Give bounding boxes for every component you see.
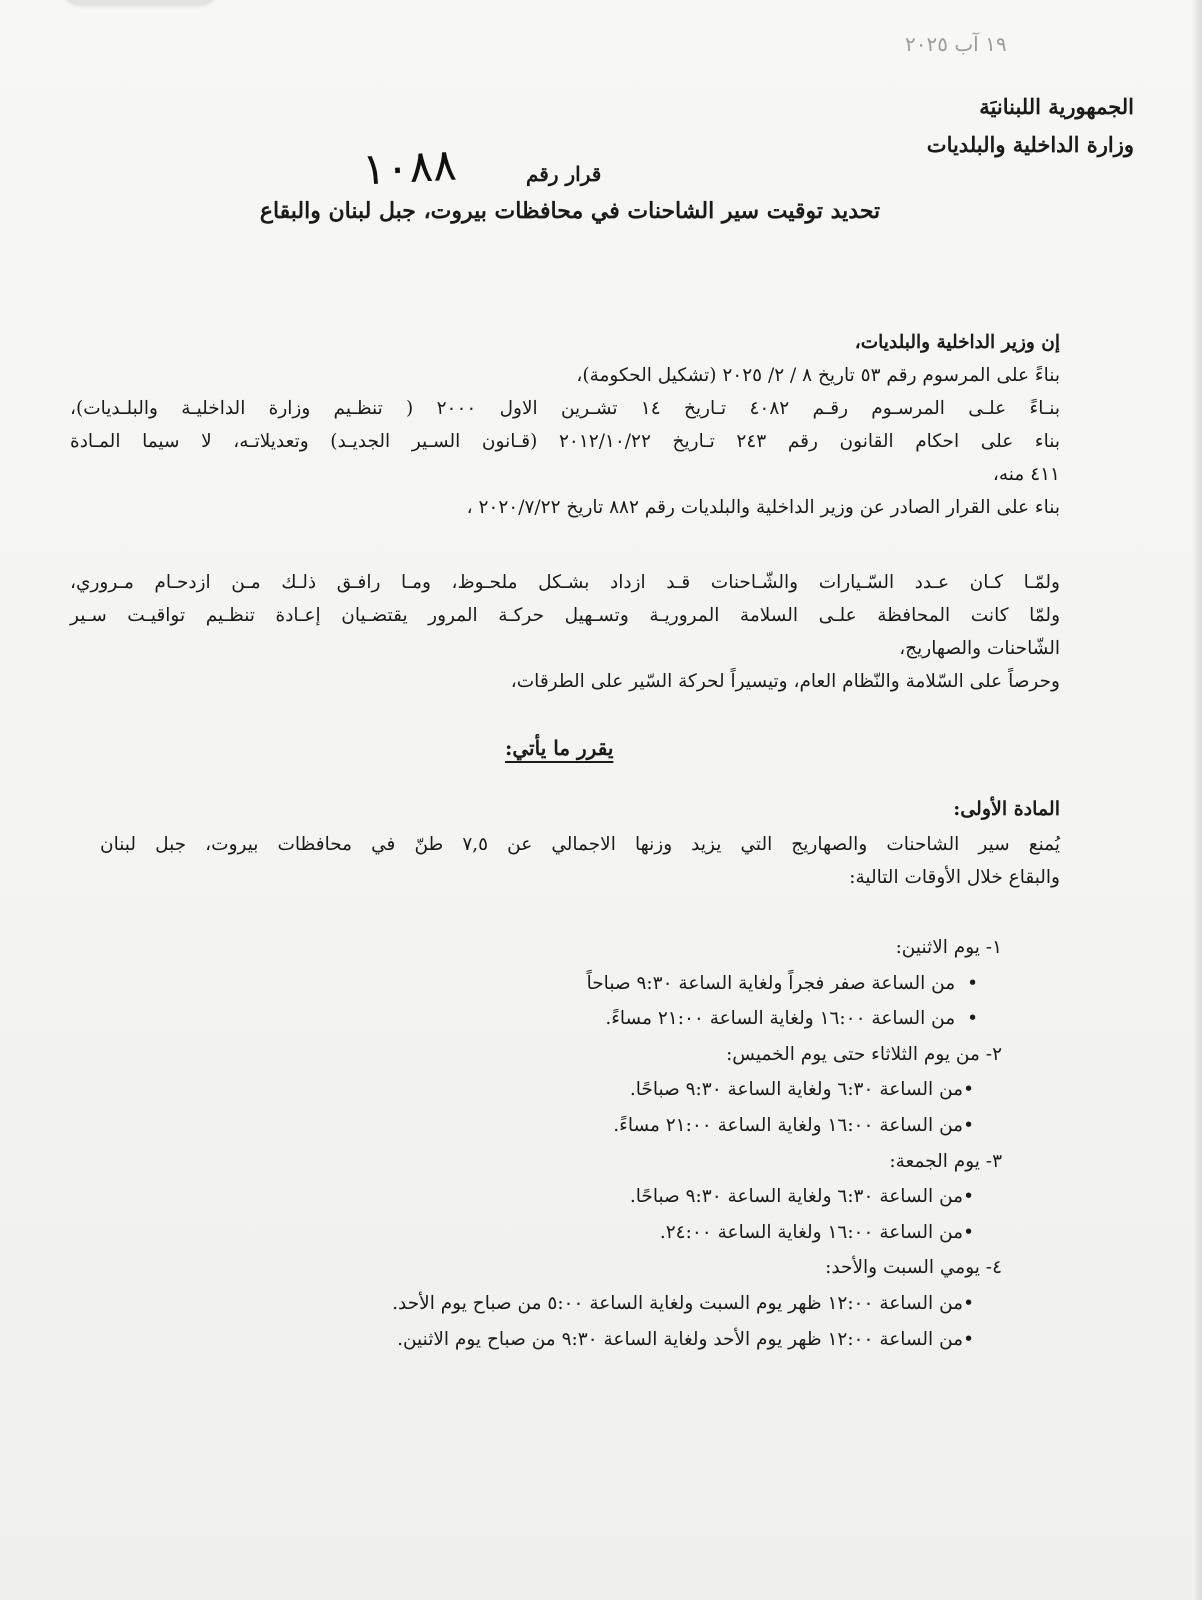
decision-number-handwritten: ١٠٨٨	[360, 139, 458, 196]
schedule-time-slot	[202, 1108, 1002, 1144]
bullet-icon: •	[963, 1114, 974, 1136]
bullet-icon: •	[963, 1186, 974, 1208]
time-slot-text: من الساعة ١٦:٠٠ ولغاية الساعة ٢١:٠٠ مساءً.	[605, 1008, 956, 1030]
schedule-day-heading: ١- يوم الاثنين:	[895, 937, 1002, 958]
bullet-icon: •	[967, 972, 978, 994]
article-text-line: والبقاع خلال الأوقات التالية:	[849, 867, 1060, 888]
bullet-icon: •	[963, 1328, 974, 1350]
time-slot-text: من الساعة ١٦:٠٠ ولغاية الساعة ٢١:٠٠ مساءً.	[613, 1114, 964, 1136]
preamble-line: بناء على احكام القانون رقم ٢٤٣ تـاريخ ٢٠١٢/١٠/٢٢ (قـانون السـير الجديـد) وتعديلاتـه، لا سيما المـادة	[70, 431, 1061, 452]
republic-name: الجمهورية اللبنانيَة	[979, 94, 1134, 119]
schedule-day-heading: ٢- من يوم الثلاثاء حتى يوم الخميس:	[726, 1043, 1002, 1065]
time-slot-text: من الساعة ١٢:٠٠ ظهر يوم السبت ولغاية الساعة ٥:٠٠ من صباح يوم الأحد.	[392, 1292, 964, 1314]
issuing-authority-header	[927, 88, 1134, 164]
article-one-title: المادة الأولى:	[953, 798, 1060, 820]
consideration-line: ولمّـا كـان عـدد السّـيارات والشّـاحنات قـد ازداد بشـكل ملحـوظ، ومـا رافـق ذلـك مـن ازدحـام مـروري،	[70, 572, 1060, 593]
preamble-line: بناء على القرار الصادر عن وزير الداخلية والبلديات رقم ٨٨٢ تاريخ ٢٠٢٠/٧/٢٢ ،	[466, 497, 1060, 518]
decision-number-label: قرار رقم	[526, 162, 602, 186]
time-slot-text: من الساعة ١٦:٠٠ ولغاية الساعة ٢٤:٠٠.	[659, 1221, 964, 1243]
decides-heading: يقرر ما يأتي:	[505, 736, 614, 760]
scan-artifact	[60, 0, 220, 4]
consideration-line: الشّاحنات والصهاريج،	[899, 638, 1060, 659]
time-slot-text: من الساعة ٦:٣٠ ولغاية الساعة ٩:٣٠ صباحًا.	[629, 1079, 964, 1101]
received-date-stamp: ١٩ آب ٢٠٢٥	[905, 32, 1007, 56]
time-slot-text: من الساعة ١٢:٠٠ ظهر يوم الأحد ولغاية الساعة ٩:٣٠ من صباح يوم الاثنين.	[397, 1328, 964, 1350]
schedule-time-slot	[202, 1072, 1002, 1108]
schedule-time-slot	[202, 1215, 1002, 1251]
preamble-line: ٤١١ منه،	[992, 464, 1060, 485]
bullet-icon: •	[963, 1079, 974, 1101]
schedule-time-slot	[202, 1179, 1002, 1215]
preamble-line: بنـاءً علـى المرسـوم رقـم ٤٠٨٢ تـاريخ ١٤ تشـرين الاول ٢٠٠٠ ( تنظـيم وزارة الداخليـة والبلـديات)،	[70, 398, 1060, 419]
schedule-day-heading: ٣- يوم الجمعة:	[889, 1150, 1002, 1172]
article-text-line: يُمنع سير الشاحنات والصهاريج التي يزيد وزنها الاجمالي عن ٧,٥ طنّ في محافظات بيروت، جبل لبنان	[100, 834, 1061, 855]
preamble-line: بناءً على المرسوم رقم ٥٣ تاريخ ٨ / ٢/ ٢٠٢٥ (تشكيل الحكومة)،	[576, 365, 1060, 386]
schedule-time-slot	[202, 1322, 1002, 1358]
time-slot-text: من الساعة ٦:٣٠ ولغاية الساعة ٩:٣٠ صباحًا.	[629, 1186, 964, 1208]
ministry-name: وزارة الداخلية والبلديات	[926, 132, 1134, 157]
page-edge-shadow	[1192, 0, 1202, 1600]
truck-ban-schedule	[202, 930, 1002, 1357]
article-one-text	[100, 828, 1060, 894]
decision-subject: تحديد توقيت سير الشاحنات في محافظات بيروت، جبل لبنان والبقاع	[259, 198, 881, 224]
time-slot-text: من الساعة صفر فجراً ولغاية الساعة ٩:٣٠ صباحاً	[586, 972, 956, 994]
schedule-time-slot	[202, 1001, 1002, 1037]
bullet-icon: •	[963, 1221, 974, 1243]
bullet-icon: •	[963, 1292, 974, 1314]
schedule-day-heading: ٤- يومي السبت والأحد:	[825, 1257, 1002, 1279]
preamble	[70, 326, 1060, 524]
minister-line: إن وزير الداخلية والبلديات،	[854, 332, 1060, 353]
schedule-time-slot	[202, 1286, 1002, 1322]
schedule-time-slot	[202, 966, 1002, 1002]
consideration-line: ولمّا كانت المحافظة علـى السلامة المروريـة وتسـهيل حركـة المرور يقتضـيان إعـادة تنظـيم تواقيـت سـير	[70, 605, 1060, 626]
considerations	[70, 566, 1060, 698]
consideration-line: وحرصاً على السّلامة والنّظام العام، وتيسيراً لحركة السّير على الطرقات،	[510, 671, 1060, 692]
bullet-icon: •	[967, 1008, 978, 1030]
